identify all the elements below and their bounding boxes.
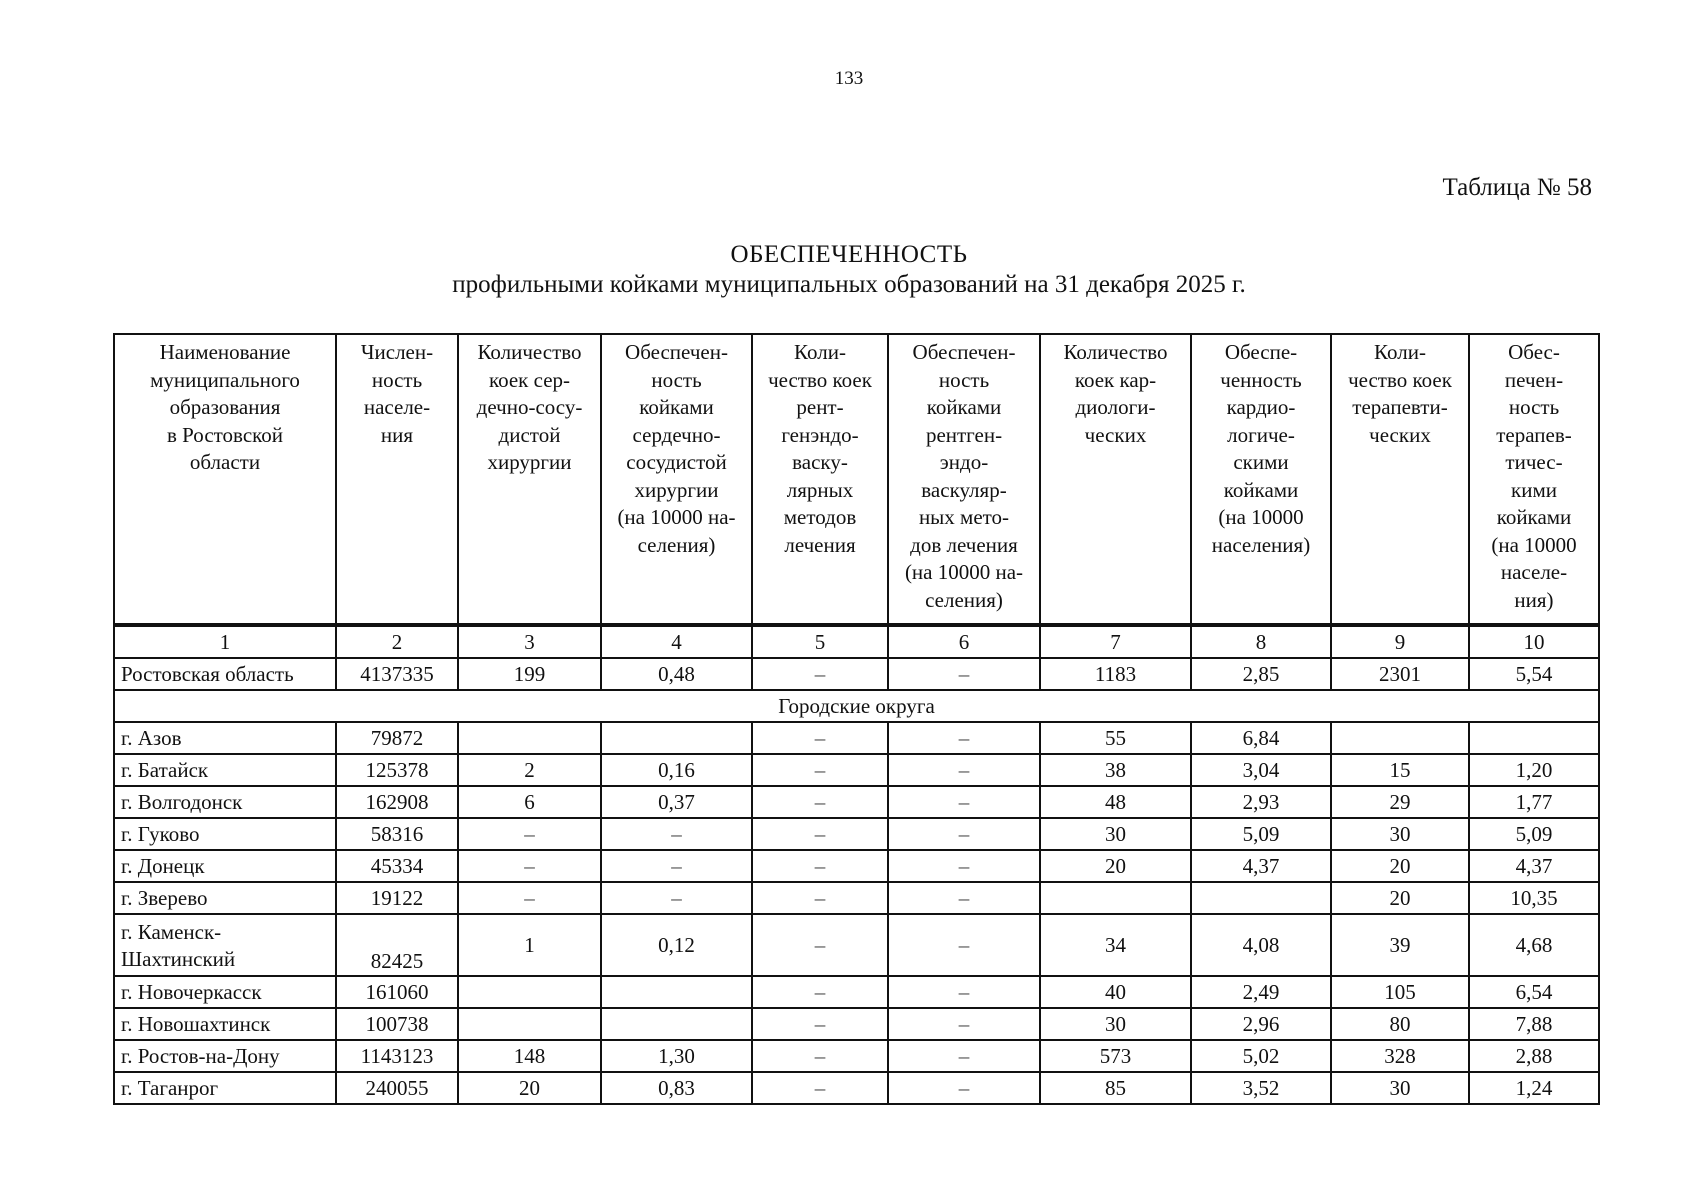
table-cell: – — [888, 818, 1040, 850]
table-cell: – — [888, 1008, 1040, 1040]
column-header: Коли- чество коек терапевти- ческих — [1331, 334, 1469, 625]
region-name: Ростовская область — [114, 658, 336, 690]
table-cell: – — [601, 882, 752, 914]
table-cell: – — [752, 722, 888, 754]
table-cell: – — [601, 818, 752, 850]
table-cell: 30 — [1331, 1072, 1469, 1104]
table-cell: 48 — [1040, 786, 1191, 818]
column-header: Наименование муниципального образования в Ростовской области — [114, 334, 336, 625]
table-cell: 19122 — [336, 882, 458, 914]
table-cell: – — [752, 914, 888, 976]
table-cell: 5,09 — [1191, 818, 1331, 850]
table-cell: – — [888, 882, 1040, 914]
table-cell: – — [888, 914, 1040, 976]
table-cell: 0,48 — [601, 658, 752, 690]
table-cell: 105 — [1331, 976, 1469, 1008]
municipality-name: г. Новошахтинск — [114, 1008, 336, 1040]
table-cell: 1,20 — [1469, 754, 1599, 786]
table-cell: 148 — [458, 1040, 601, 1072]
table-cell: 5,54 — [1469, 658, 1599, 690]
table-row — [114, 754, 1599, 786]
table-cell: 6 — [458, 786, 601, 818]
table-cell: 573 — [1040, 1040, 1191, 1072]
table-cell: 0,12 — [601, 914, 752, 976]
table-cell: 82425 — [336, 914, 458, 976]
column-number: 9 — [1331, 625, 1469, 658]
table-cell — [458, 976, 601, 1008]
municipality-name: г. Каменск-Шахтинский — [114, 914, 336, 976]
table-cell: 1,30 — [601, 1040, 752, 1072]
column-number: 2 — [336, 625, 458, 658]
provision-table — [113, 333, 1600, 1105]
column-header: Обеспе- ченность кардио- логиче- скими койками (на 10000 населения) — [1191, 334, 1331, 625]
table-cell — [601, 722, 752, 754]
table-cell: 199 — [458, 658, 601, 690]
municipality-name: г. Волгодонск — [114, 786, 336, 818]
table-cell: 20 — [1331, 850, 1469, 882]
table-cell: 34 — [1040, 914, 1191, 976]
table-cell: 80 — [1331, 1008, 1469, 1040]
table-cell: 161060 — [336, 976, 458, 1008]
table-cell: 20 — [1040, 850, 1191, 882]
table-cell: 0,16 — [601, 754, 752, 786]
table-cell: 6,84 — [1191, 722, 1331, 754]
column-number: 7 — [1040, 625, 1191, 658]
table-cell: 0,83 — [601, 1072, 752, 1104]
table-cell: 6,54 — [1469, 976, 1599, 1008]
table-row — [114, 1072, 1599, 1104]
table-cell — [1191, 882, 1331, 914]
municipality-name: г. Зверево — [114, 882, 336, 914]
table-cell: 100738 — [336, 1008, 458, 1040]
table-cell: – — [752, 658, 888, 690]
table-row — [114, 882, 1599, 914]
column-number-row — [114, 625, 1599, 658]
table-cell: 1,24 — [1469, 1072, 1599, 1104]
table-cell: – — [458, 850, 601, 882]
table-cell: 162908 — [336, 786, 458, 818]
table-cell: 30 — [1040, 1008, 1191, 1040]
table-cell: – — [752, 1040, 888, 1072]
column-header: Числен- ность населе- ния — [336, 334, 458, 625]
table-cell: 2,49 — [1191, 976, 1331, 1008]
table-cell — [1040, 882, 1191, 914]
table-cell: 10,35 — [1469, 882, 1599, 914]
table-cell: 2,88 — [1469, 1040, 1599, 1072]
municipality-name: г. Гуково — [114, 818, 336, 850]
table-row — [114, 818, 1599, 850]
table-cell — [601, 976, 752, 1008]
table-cell: – — [888, 754, 1040, 786]
table-cell: – — [888, 722, 1040, 754]
table-cell — [458, 722, 601, 754]
table-cell: 1143123 — [336, 1040, 458, 1072]
table-cell: – — [752, 786, 888, 818]
table-cell: 38 — [1040, 754, 1191, 786]
column-header: Обес- печен- ность терапев- тичес- кими койками (на 10000 населе- ния) — [1469, 334, 1599, 625]
table-cell — [458, 1008, 601, 1040]
column-number: 10 — [1469, 625, 1599, 658]
column-number: 8 — [1191, 625, 1331, 658]
table-cell: 4,68 — [1469, 914, 1599, 976]
table-cell: 2,85 — [1191, 658, 1331, 690]
table-cell: 45334 — [336, 850, 458, 882]
table-cell: 2,93 — [1191, 786, 1331, 818]
table-cell: – — [752, 882, 888, 914]
municipality-name: г. Батайск — [114, 754, 336, 786]
table-row — [114, 1008, 1599, 1040]
table-cell: 55 — [1040, 722, 1191, 754]
municipality-name: г. Ростов-на-Дону — [114, 1040, 336, 1072]
table-cell: 20 — [458, 1072, 601, 1104]
table-cell: 15 — [1331, 754, 1469, 786]
table-cell: 240055 — [336, 1072, 458, 1104]
table-cell: 40 — [1040, 976, 1191, 1008]
table-cell: 7,88 — [1469, 1008, 1599, 1040]
section-row — [114, 690, 1599, 722]
table-cell: 1 — [458, 914, 601, 976]
table-cell: 4137335 — [336, 658, 458, 690]
title-block — [0, 240, 1698, 300]
table-cell: 30 — [1331, 818, 1469, 850]
table-cell: – — [458, 818, 601, 850]
column-number: 3 — [458, 625, 601, 658]
table-cell: 5,02 — [1191, 1040, 1331, 1072]
table-cell: – — [888, 786, 1040, 818]
table-cell: – — [752, 850, 888, 882]
table-cell: – — [458, 882, 601, 914]
table-row — [114, 786, 1599, 818]
header-row — [114, 334, 1599, 625]
column-header: Обеспечен- ность койками рентген- эндо- васкуляр- ных мето- дов лечения (на 10000 на- селения) — [888, 334, 1040, 625]
table-cell: 39 — [1331, 914, 1469, 976]
table-cell: – — [752, 1008, 888, 1040]
municipality-name: г. Азов — [114, 722, 336, 754]
section-label: Городские округа — [114, 690, 1599, 722]
table-row — [114, 976, 1599, 1008]
column-number: 6 — [888, 625, 1040, 658]
table-cell — [601, 1008, 752, 1040]
table-cell: 4,37 — [1191, 850, 1331, 882]
table-cell: 58316 — [336, 818, 458, 850]
table-cell: – — [752, 1072, 888, 1104]
table-cell: 79872 — [336, 722, 458, 754]
table-cell: – — [752, 818, 888, 850]
table-cell: 30 — [1040, 818, 1191, 850]
table-cell: 4,08 — [1191, 914, 1331, 976]
table-cell: 85 — [1040, 1072, 1191, 1104]
table-cell: 2,96 — [1191, 1008, 1331, 1040]
total-row — [114, 658, 1599, 690]
table-cell: – — [888, 1040, 1040, 1072]
column-header: Количество коек сер- дечно-сосу- дистой хирургии — [458, 334, 601, 625]
table-cell: 2 — [458, 754, 601, 786]
column-header: Обеспечен- ность койками сердечно- сосудистой хирургии (на 10000 на- селения) — [601, 334, 752, 625]
table-cell: 3,04 — [1191, 754, 1331, 786]
column-header: Коли- чество коек рент- генэндо- васку- лярных методов лечения — [752, 334, 888, 625]
municipality-name: г. Новочеркасск — [114, 976, 336, 1008]
municipality-name: г. Таганрог — [114, 1072, 336, 1104]
page-subtitle: профильными койками муниципальных образований на 31 декабря 2025 г. — [452, 271, 1246, 298]
table-row — [114, 1040, 1599, 1072]
table-row — [114, 722, 1599, 754]
table-cell: 125378 — [336, 754, 458, 786]
column-number: 5 — [752, 625, 888, 658]
table-row — [114, 914, 1599, 976]
table-cell: 328 — [1331, 1040, 1469, 1072]
table-cell — [1331, 722, 1469, 754]
page-number: 133 — [834, 68, 864, 89]
page-title: ОБЕСПЕЧЕННОСТЬ — [730, 241, 968, 268]
table-label: Таблица № 58 — [1442, 174, 1592, 201]
table-cell: – — [601, 850, 752, 882]
table-cell: – — [888, 976, 1040, 1008]
column-header: Количество коек кар- диологи- ческих — [1040, 334, 1191, 625]
table-cell: 1,77 — [1469, 786, 1599, 818]
table-cell: – — [888, 1072, 1040, 1104]
municipality-name: г. Донецк — [114, 850, 336, 882]
table-row — [114, 850, 1599, 882]
table-cell: – — [752, 754, 888, 786]
table-cell: 2301 — [1331, 658, 1469, 690]
table-cell: 0,37 — [601, 786, 752, 818]
column-number: 1 — [114, 625, 336, 658]
table-cell: 4,37 — [1469, 850, 1599, 882]
table-cell: 5,09 — [1469, 818, 1599, 850]
table-cell: 3,52 — [1191, 1072, 1331, 1104]
table-cell: – — [888, 850, 1040, 882]
table-cell: 20 — [1331, 882, 1469, 914]
table-cell — [1469, 722, 1599, 754]
table-cell: – — [752, 976, 888, 1008]
table-cell: – — [888, 658, 1040, 690]
table-cell: 29 — [1331, 786, 1469, 818]
table-cell: 1183 — [1040, 658, 1191, 690]
column-number: 4 — [601, 625, 752, 658]
